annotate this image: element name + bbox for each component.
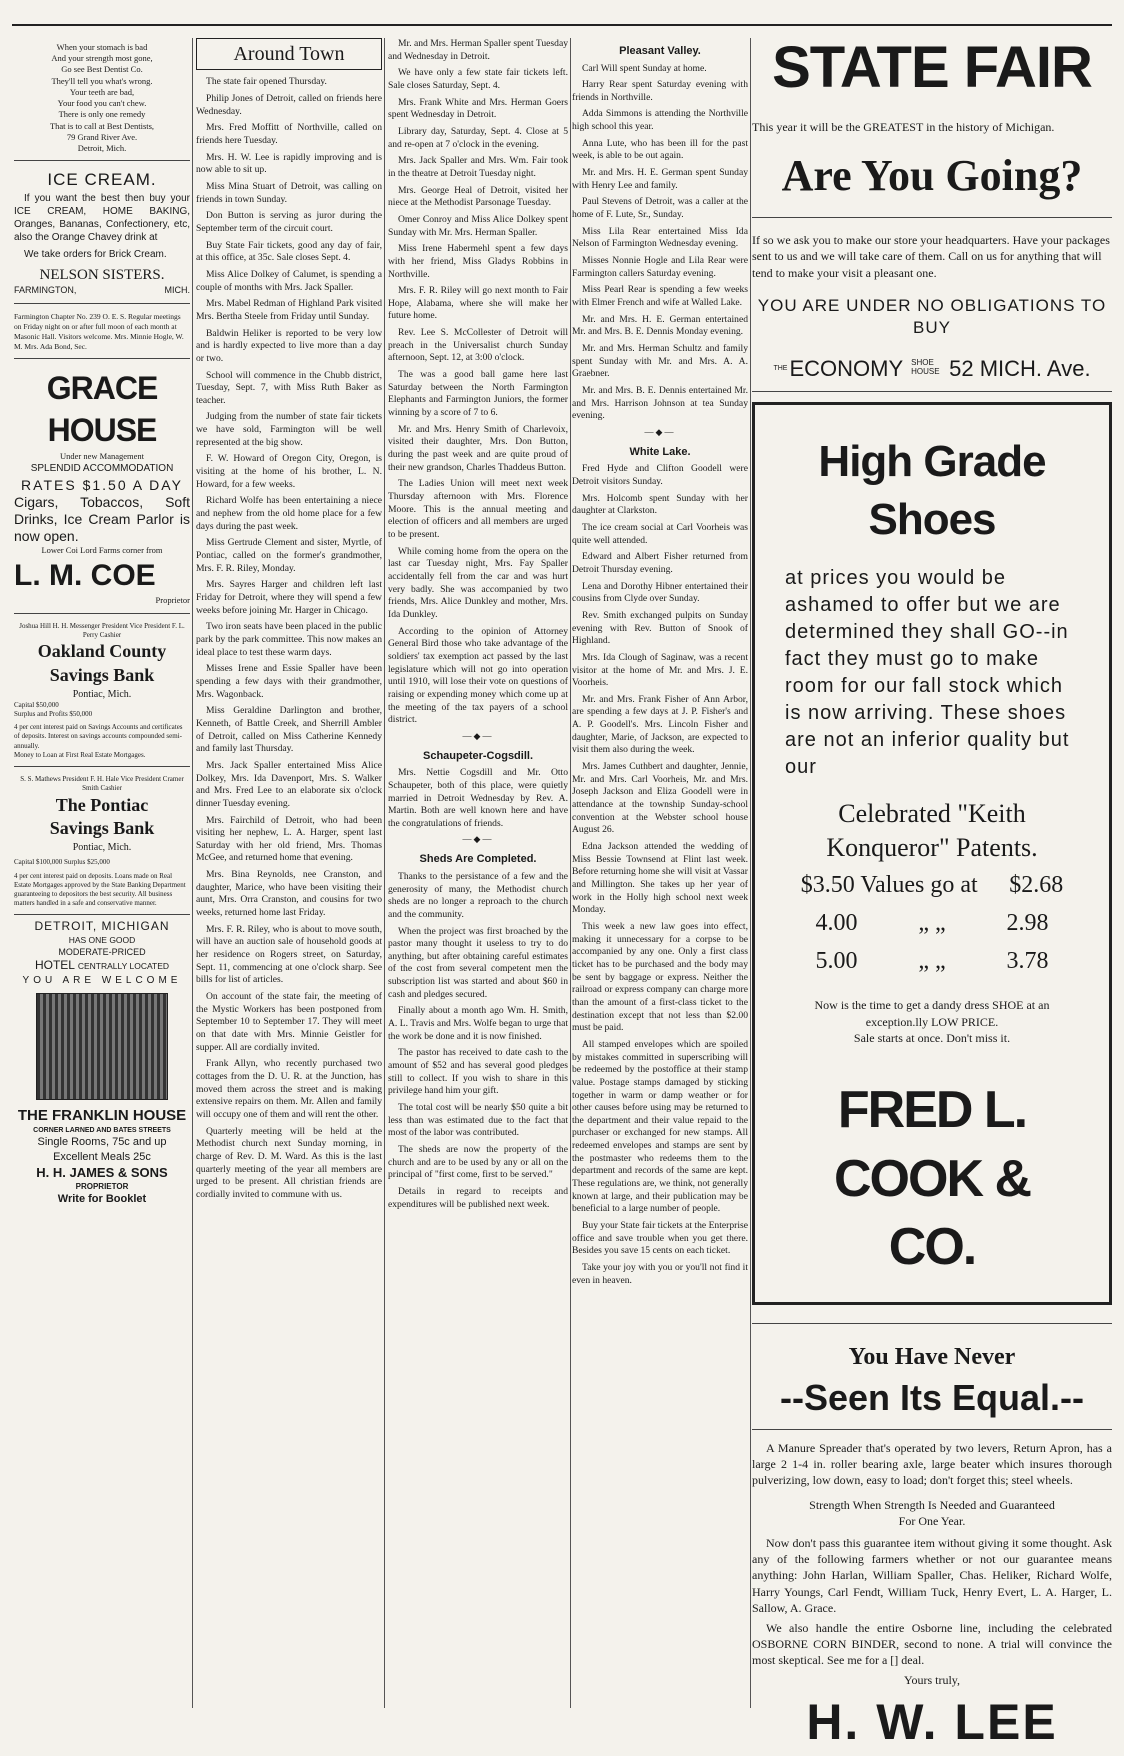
nelson-state: MICH.: [164, 285, 190, 296]
franklin-owner: H. H. JAMES & SONS: [36, 1165, 168, 1181]
franklin-city: DETROIT, MICHIGAN: [34, 919, 170, 934]
shoes-now: Now is the time to get a dandy dress SHOE at an exception.lly LOW PRICE.: [814, 998, 1050, 1029]
news-item: Mrs. Fred Moffitt of Northville, called on friends here Tuesday.: [196, 122, 382, 147]
local-news-column: [388, 38, 568, 1708]
price-ditto: „ „: [918, 947, 946, 974]
state-fair-body: If so we ask you to make our store your headquarters. Have your packages sent to us and we will take care of them. Call on us for anything that will tend to make your visit a pleasant one.: [752, 217, 1112, 281]
news-item: Mrs. Fairchild of Detroit, who had been visiting her nephew, L. A. Harger, spent last Saturday with her old friend, Mrs. Thomas McGee, and returned home that evening.: [196, 814, 382, 864]
news-item: Details in regard to receipts and expenditures will be published next week.: [388, 1185, 568, 1210]
news-item: Rev. Lee S. McCollester of Detroit will preach in the Universalist church Sunday afternoon, Sept. 12, at 3:00 o'clock.: [388, 327, 568, 364]
news-item: Mr. and Mrs. Herman Schultz and family spent Sunday with Mr. and Mrs. A. A. Graebner.: [572, 342, 748, 380]
news-item: Lena and Dorothy Hibner entertained their cousins from Clyde over Sunday.: [572, 580, 748, 605]
correspondence-column: [572, 38, 748, 1708]
news-item: Miss Irene Habermehl spent a few days with her friend, Miss Gladys Robbins in Northville.: [388, 243, 568, 280]
news-item: Mrs. James Cuthbert and daughter, Jennie, Mr. and Mrs. Carl Voorheis, Mr. and Mrs. Joseph Jackson and Eliza Goodell were in attendance at the township Sunday-school convention at the Webster school house August 26.: [572, 761, 748, 836]
price-from: $3.50 Values go at: [800, 872, 978, 899]
news-item: Mr. and Mrs. Herman Spaller spent Tuesday and Wednesday in Detroit.: [388, 38, 569, 62]
shoes-sale: Sale starts at once. Don't miss it.: [853, 1030, 1011, 1045]
spreader-body: A Manure Spreader that's operated by two levers, Return Apron, has a large 2 1-4 in. roller bearing axle, large beater which insures thorough pulverizing, low down, easy to load; don't forget this; steel wheels.: [752, 1441, 1112, 1488]
news-item: Mrs. Jack Spaller entertained Miss Alice Dolkey, Mrs. Ida Davenport, Mrs. S. Walker and Mrs. Fred Lee to an elaborate six o'clock dinner Tuesday evening.: [196, 759, 382, 809]
oakland-location: Pontiac, Mich.: [72, 688, 132, 700]
franklin-one: HAS ONE GOOD: [68, 935, 136, 946]
news-item: The sheds are now the property of the church and are to be used by any or all on the principal of "first come, first to be served.": [388, 1144, 568, 1181]
schaupeter-body: Mrs. Nettie Cogsdill and Mr. Otto Schaupeter, both of this place, were quietly married in Detroit Wednesday by Rev. A. Martin. Both are well known here and have the congratulations of friends.: [388, 767, 568, 829]
news-item: Mrs. Mabel Redman of Highland Park visited Mrs. Bertha Steele from Friday until Sunday.: [196, 298, 382, 322]
state-fair-going: Are You Going?: [781, 151, 1083, 201]
news-item: Frank Allyn, who recently purchased two cottages from the D. U. R. at the Junction, has moved them across the street and is making extensive repairs on them. Mr. Allen and family will occupy one of them and will rent the other.: [196, 1058, 382, 1120]
chapter-notice: Farmington Chapter No. 239 O. E. S. Regular meetings on Friday night on or after full moon of each month at Masonic Hall. Visitors welcome. Mrs. Minnie Hogle, W. M. Mrs. Ada Bond, Sec.: [14, 308, 190, 359]
news-item: Miss Mina Stuart of Detroit, was calling on friends in town Sunday.: [196, 180, 382, 205]
news-item: Miss Lila Rear entertained Miss Ida Nelson of Farmington Wednesday evening.: [572, 225, 748, 250]
never-line2: --Seen Its Equal.--: [779, 1376, 1085, 1418]
price-ditto: „ „: [918, 910, 946, 937]
news-item: The ice cream social at Carl Voorheis was quite well attended.: [572, 521, 748, 546]
dentist-line: That is to call at Best Dentists,: [49, 120, 155, 131]
news-item: Mrs. F. R. Riley will go next month to Fair Hope, Alabama, where she will make her future home.: [388, 285, 568, 322]
cook-name: FRED L. COOK & CO.: [834, 1080, 1030, 1277]
news-item: When the project was first broached by the pastor many thought it useless to try to do anything, but after obtaining careful estimates of the cost from several competent men the subscription list was started and about $60 in cash and pledges secured.: [388, 925, 568, 1000]
price-from: 5.00: [815, 947, 858, 974]
news-item: The state fair opened Thursday.: [206, 76, 327, 88]
news-item: Mr. and Mrs. B. E. Dennis entertained Mr. and Mrs. Harrison Johnson at tea Sunday evening.: [572, 384, 748, 422]
hotel-building-illustration: [36, 993, 168, 1100]
pleasant-valley-items: [572, 63, 748, 423]
dentist-ad: [14, 38, 190, 161]
grace-house-ad: [14, 363, 190, 614]
news-item: Mrs. George Heal of Detroit, visited her niece at the Methodist Parsonage Tuesday.: [388, 184, 568, 209]
news-item: Carl Will spent Sunday at home.: [582, 62, 707, 74]
price-to: 2.98: [1006, 910, 1049, 937]
news-item: The total cost will be nearly $50 quite a bit less than was estimated due to the fact that most of the labor was contributed.: [388, 1102, 568, 1139]
news-item: Anna Lute, who has been ill for the past week, is able to be out again.: [572, 137, 748, 162]
pleasant-valley-heading: Pleasant Valley.: [619, 45, 701, 57]
price-row: [785, 946, 1079, 978]
grace-house-title: GRACE HOUSE: [46, 369, 158, 449]
display-ads-column: [752, 35, 1112, 1750]
dentist-line: They'll tell you what's wrong.: [51, 75, 153, 86]
franklin-hotel: HOTEL: [34, 958, 75, 973]
grace-rates: RATES $1.50 A DAY: [21, 476, 183, 493]
dentist-line: Your teeth are bad,: [69, 86, 135, 97]
franklin-write: Write for Booklet: [57, 1193, 147, 1206]
shoes-ad: [752, 402, 1112, 1305]
oakland-money: Money to Loan at First Real Estate Mortgages.: [14, 750, 146, 759]
spreader-ad: [752, 1323, 1112, 1756]
oakland-officers: Joshua Hill H. H. Messenger President Vice President F. L. Perry Cashier: [19, 621, 185, 639]
grace-management: Under new Management: [59, 451, 145, 462]
never-line1: You Have Never: [848, 1343, 1016, 1370]
ice-cream-body: If you want the best then buy your ICE CREAM, HOME BAKING, Oranges, Bananas, Confectionery, etc, also the Orange Chavey drink at: [14, 192, 190, 244]
news-item: Misses Irene and Essie Spaller have been spending a few days with their grandmother, Mrs. Wagonback.: [196, 663, 382, 700]
news-item: Fred Hyde and Clifton Goodell were Detroit visitors Sunday.: [572, 463, 748, 487]
shoes-body: at prices you would be ashamed to offer but we are determined they shall GO--in fact they must go to make room for our fall stock which is now arriving. These shoes are not an inferior quality but our: [785, 566, 1070, 778]
schaupeter-heading: Schaupeter-Cogsdill.: [422, 749, 534, 762]
pontiac-bank-name1: The Pontiac: [55, 794, 149, 815]
dentist-line: Your food you can't chew.: [57, 98, 147, 109]
news-item: Buy your State fair tickets at the Enterprise office and save trouble when you get there. Besides you save 15 cents on each ticket.: [572, 1220, 748, 1257]
news-item: Mrs. Holcomb spent Sunday with her daughter at Clarkston.: [572, 492, 748, 517]
news-item: This week a new law goes into effect, making it unnecessary for a corpse to be accompanied by any one. Only a first class ticket has to be purchased and the body may be sent by baggage or express. Neither the railroad or express company can charge more than the amount of a first-class ticket to the destination except that not less than $2.00 must be paid.: [572, 920, 748, 1034]
yours-truly: Yours truly,: [903, 1673, 960, 1688]
dentist-line: Detroit, Mich.: [77, 142, 127, 153]
franklin-name: THE FRANKLIN HOUSE: [17, 1107, 187, 1125]
hw-lee-name: H. W. LEE: [806, 1693, 1058, 1750]
dentist-line: 79 Grand River Ave.: [66, 131, 138, 142]
news-item: The pastor has received to date cash to the amount of $52 and has several good pledges still to collect. If you wish to share in this privilege hand him your gift.: [388, 1047, 568, 1097]
news-item: Quarterly meeting will be held at the Methodist church next Sunday morning, in charge of Rev. D. M. Ward. As this is the last quarterly meeting of the year all members are urged to be present. All christian friends are cordially invited to commune with us.: [196, 1125, 382, 1200]
section-separator: —◆—: [462, 730, 494, 741]
economy-address: 52 MICH. Ave.: [949, 355, 1091, 381]
coe-name: L. M. COE: [14, 558, 156, 592]
news-item: Don Button is serving as juror during the September term of the circuit court.: [196, 210, 382, 234]
price-row: [785, 870, 1079, 902]
news-item: Finally about a month ago Wm. H. Smith, A. L. Travis and Mrs. Wolfe began to urge that the work be done and it is now finished.: [388, 1005, 568, 1042]
oakland-bank-name1: Oakland County: [37, 641, 167, 662]
news-item: Miss Pearl Rear is spending a few weeks with Elmer French and wife at Walled Lake.: [572, 284, 748, 309]
franklin-house-ad: [14, 919, 190, 1206]
economy-shoe-house: SHOE HOUSE: [911, 358, 940, 377]
oakland-interest: 4 per cent interest paid on Savings Accounts and certificates of deposits. Interest on savings accounts compounded semi-annually.: [14, 723, 183, 750]
masthead-rule: [12, 24, 1112, 26]
news-item: All stamped envelopes which are spoiled by mistakes committed in superscribing will be redeemed by the postoffice at their stamp value. Postage stamps damaged by sticking together in warm or damp weather or for other causes before using may be returned to the department and their value repaid to the purchaser or exchanged for new stamps. All redeemed envelopes and stamps are sent by the postmaster who redeems them to the department and records of the same are kept. These regulations are, we think, not generally known at large, and their publication may be beneficial to a large number of people.: [572, 1038, 748, 1215]
economy-name: ECONOMY: [789, 355, 904, 381]
oakland-bank-name2: Savings Bank: [49, 664, 155, 685]
news-item: According to the opinion of Attorney General Bird those who take advantage of the soldiers' tax exemption act passed by the last legislature which will not go into operation until 1910, will lose their vote on questions of raising or expending money which come up at the meeting of the tax payers of a school district.: [388, 625, 568, 726]
oakland-surplus: Surplus and Profits $50,000: [14, 709, 93, 718]
column-divider: [192, 38, 193, 1708]
around-town-items: [196, 76, 382, 1201]
franklin-moderate: MODERATE-PRICED: [58, 946, 146, 957]
around-town-heading: Around Town: [196, 38, 382, 70]
nelson-sisters: NELSON SISTERS.: [39, 266, 165, 283]
one-year-line: For One Year.: [898, 1513, 966, 1528]
news-item: Mrs. H. W. Lee is rapidly improving and is now able to sit up.: [196, 151, 382, 176]
news-item: Baldwin Heliker is reported to be very low and is hardly expected to live more than a day or two.: [196, 327, 382, 364]
news-item: Philip Jones of Detroit, called on friends here Wednesday.: [196, 93, 382, 117]
state-fair-ad: [752, 35, 1112, 392]
state-fair-title: STATE FAIR: [772, 35, 1092, 100]
ice-cream-title: ICE CREAM.: [47, 170, 157, 190]
ice-cream-ad: [14, 165, 190, 304]
news-item: Misses Nonnie Hogle and Lila Rear were Farmington callers Saturday evening.: [572, 255, 748, 279]
news-item: Edna Jackson attended the wedding of Miss Bessie Townsend at Flint last week. Before returning home she will visit at Vassar and Millington. She takes up her year of work in the Holly high school next week Monday.: [572, 841, 748, 916]
price-from: 4.00: [815, 910, 858, 937]
news-item: The was a good ball game here last Saturday between the North Farmington Elephants and Farmington Juniors, the former winning by a score of 7 to 6.: [388, 369, 568, 419]
strength-line: Strength When Strength Is Needed and Guaranteed: [809, 1497, 1055, 1512]
news-item: Omer Conroy and Miss Alice Dolkey spent Sunday with Mr. Mrs. Herman Spaller.: [388, 213, 568, 238]
ice-cream-brick: We take orders for Brick Cream.: [24, 249, 167, 261]
sheds-items: [388, 871, 568, 1211]
news-item: The Ladies Union will meet next week Thursday afternoon with Mrs. Florence Moore. This is the annual meeting and election of officers and all members are urged to be present.: [388, 478, 568, 540]
nelson-location: FARMINGTON,: [14, 285, 77, 296]
franklin-rooms: Single Rooms, 75c and up: [37, 1136, 167, 1149]
news-item: Judging from the number of state fair tickets we have sold, Farmington will be well represented at the big show.: [196, 411, 382, 448]
dentist-line: There is only one remedy: [58, 109, 146, 120]
guarantee-body: Now don't pass this guarantee item without giving it some thought. Ask any of the following farmers whether or not our guarantee means anything: John Harlan, William Spaller, Chas. Heliker, Richard Wolfe, Harry Youngs, Carl Fendt, William Tuck, Henry Evert, L. A. Harger, L. Sallow, A. Grace.: [752, 1535, 1112, 1615]
news-item: Miss Geraldine Darlington and brother, Kenneth, of Battle Creek, and Sherrill Ambler of Detroit, called on Miss Catherine Kennedy and family last Thursday.: [196, 705, 382, 755]
osborne-body: We also handle the entire Osborne line, including the celebrated OSBORNE CORN BINDER, second to none. A trial will convince the most skeptical. See me for a [] deal.: [752, 1620, 1112, 1668]
price-to: 3.78: [1006, 947, 1049, 974]
news-item: Library day, Saturday, Sept. 4. Close at 5 and re-open at 7 o'clock in the evening.: [388, 125, 568, 150]
news-item: Miss Alice Dolkey of Calumet, is spending a couple of months with Mrs. Jack Spaller.: [196, 268, 382, 293]
state-fair-greatest: This year it will be the GREATEST in the history of Michigan.: [752, 119, 1055, 134]
news-item: Mrs. Ida Clough of Saginaw, was a recent visitor at the home of Mr. and Mrs. J. E. Voorheis.: [572, 651, 748, 689]
news-item: Rev. Smith exchanged pulpits on Sunday evening with Rev. Button of Snook of Highland.: [572, 609, 748, 647]
news-item: School will commence in the Chubb district, Tuesday, Sept. 7, with Miss Ruth Baker as teacher.: [196, 369, 382, 406]
grace-cigars: Cigars, Tobaccos, Soft Drinks, Ice Cream Parlor is now open.: [14, 494, 190, 544]
dentist-line: Go see Best Dentist Co.: [61, 64, 143, 75]
section-separator: —◆—: [644, 426, 676, 437]
local-news-items: [388, 38, 568, 727]
news-item: Take your joy with you or you'll not find it even in heaven.: [572, 1262, 748, 1286]
news-item: Mr. and Mrs. H. E. German spent Sunday with Henry Lee and family.: [572, 167, 748, 191]
grace-accommodation: SPLENDID ACCOMMODATION: [30, 463, 174, 475]
pontiac-interest: 4 per cent interest paid on deposits. Loans made on Real Estate Mortgages approved by the State Banking Department guaranteeing to depositors the best security. All business matters handled in a safe and conservative manner.: [14, 871, 186, 908]
column-divider: [750, 38, 751, 1708]
franklin-proprietor: PROPRIETOR: [75, 1181, 129, 1191]
dentist-line: And your strength most gone,: [51, 53, 153, 64]
news-item: Mr. and Mrs. Frank Fisher of Ann Arbor, are spending a few days at J. P. Fisher's and A. P. Goodell's. Mrs. Lincoln Fisher and daughter, Marie, of Jackson, are expected to visit them also during the week.: [572, 693, 748, 756]
economy-the: THE: [773, 364, 788, 372]
news-item: We have only a few state fair tickets left. Sale closes Saturday, Sept. 4.: [388, 67, 568, 91]
state-fair-obligations: YOU ARE UNDER NO OBLIGATIONS TO BUY: [757, 295, 1107, 338]
news-item: Mr. and Mrs. H. E. German entertained Mr. and Mrs. B. E. Dennis Monday evening.: [572, 313, 748, 338]
shoes-keith: Celebrated "Keith Konqueror" Patents.: [826, 798, 1038, 862]
white-lake-heading: White Lake.: [629, 445, 691, 458]
news-item: Mrs. Bina Reynolds, nee Cranston, and daughter, Marice, who have been visiting their aunt, Mrs. Orra Cranston, and cousins for two weeks, returned home last Friday.: [196, 869, 382, 919]
column-divider: [384, 38, 385, 1708]
news-item: While coming home from the opera on the last car Tuesday night, Mrs. Fay Spaller accidentally fell from the car and was hurt very badly. She was accompanied by two friends, Mrs. Alice Dunkley and mother, Mrs. Ida Dunkley.: [388, 545, 568, 620]
column-divider: [570, 38, 571, 1708]
news-item: Harry Rear spent Saturday evening with friends in Northville.: [572, 79, 748, 103]
news-item: Two iron seats have been placed in the public park by the park committee. This now makes an ideal place to test these warm days.: [196, 621, 382, 658]
pontiac-officers: S. S. Mathews President F. H. Hale Vice President Cramer Smith Cashier: [20, 775, 184, 793]
news-item: Mrs. Jack Spaller and Mrs. Wm. Fair took in the theatre at Detroit Tuesday night.: [388, 155, 568, 179]
pontiac-bank-name2: Savings Bank: [49, 818, 155, 839]
news-item: Edward and Albert Fisher returned from Detroit Thursday evening.: [572, 551, 748, 575]
around-town-column: [196, 38, 382, 1708]
news-item: On account of the state fair, the meeting of the Mystic Workers has been postponed from September 10 to September 17. They will meet on that date with Mrs. Minnie Geistler for supper. All are cordially invited.: [196, 991, 382, 1053]
news-item: Mrs. F. R. Riley, who is about to move south, will have an auction sale of household goods at her residence on Rogers street, on Saturday, Sept. 11, commencing at one o'clock sharp. See bills for list of articles.: [196, 923, 382, 986]
pontiac-bank-ad: [14, 771, 190, 915]
franklin-meals: Excellent Meals 25c: [53, 1150, 151, 1163]
white-lake-items: [572, 463, 748, 1287]
oakland-capital: Capital $50,000: [14, 700, 59, 709]
section-separator: —◆—: [462, 834, 494, 845]
news-item: Paul Stevens of Detroit, was a caller at the home of F. Lute, Sr., Sunday.: [572, 196, 748, 221]
price-row: [785, 908, 1079, 940]
shoes-title: High Grade Shoes: [818, 436, 1046, 544]
franklin-corner: CORNER LARNED AND BATES STREETS: [33, 1127, 171, 1135]
news-item: Buy State Fair tickets, good any day of fair, at this office, at 35c. Sale closes Sept. 4.: [196, 239, 382, 264]
news-item: Mr. and Mrs. Henry Smith of Charlevoix, visited their daughter, Mrs. Don Button, during the past week and are quite proud of their new grandson, Charles Thaddeus Button.: [388, 423, 568, 473]
news-item: Thanks to the persistance of a few and the generosity of many, the Methodist church sheds are no longer a reproach to the church and the community.: [388, 870, 568, 920]
oakland-bank-ad: [14, 618, 190, 768]
franklin-central: CENTRALLY LOCATED: [77, 961, 170, 972]
news-item: Adda Simmons is attending the Northville high school this year.: [572, 108, 748, 133]
news-item: Mrs. Frank White and Mrs. Herman Goers spent Wednesday in Detroit.: [388, 96, 568, 121]
franklin-welcome: YOU ARE WELCOME: [22, 975, 182, 987]
news-item: Richard Wolfe has been entertaining a niece and nephew from the old home place for a few days during the past week.: [196, 495, 382, 532]
news-item: Mrs. Sayres Harger and children left last Friday for Detroit, where they will spend a few weeks before joining Mr. Harger in Chicago.: [196, 579, 382, 616]
pontiac-capital: Capital $100,000 Surplus $25,000: [14, 858, 110, 867]
coe-role: Proprietor: [155, 595, 190, 606]
news-item: F. W. Howard of Oregon City, Oregon, is visiting at the home of his brother, L. N. Howard, for a few weeks.: [196, 453, 382, 490]
sheds-heading: Sheds Are Completed.: [419, 853, 537, 866]
news-item: Miss Gertrude Clement and sister, Myrtle, of Pontiac, called on the former's grandmother, Mrs. F. R. Riley, Monday.: [196, 537, 382, 574]
ads-column: [14, 38, 190, 1708]
dentist-line: When your stomach is bad: [56, 42, 148, 52]
price-to: $2.68: [1009, 872, 1064, 899]
pontiac-location: Pontiac, Mich.: [72, 842, 132, 854]
grace-location: Lower Coi Lord Farms corner from: [41, 544, 163, 555]
